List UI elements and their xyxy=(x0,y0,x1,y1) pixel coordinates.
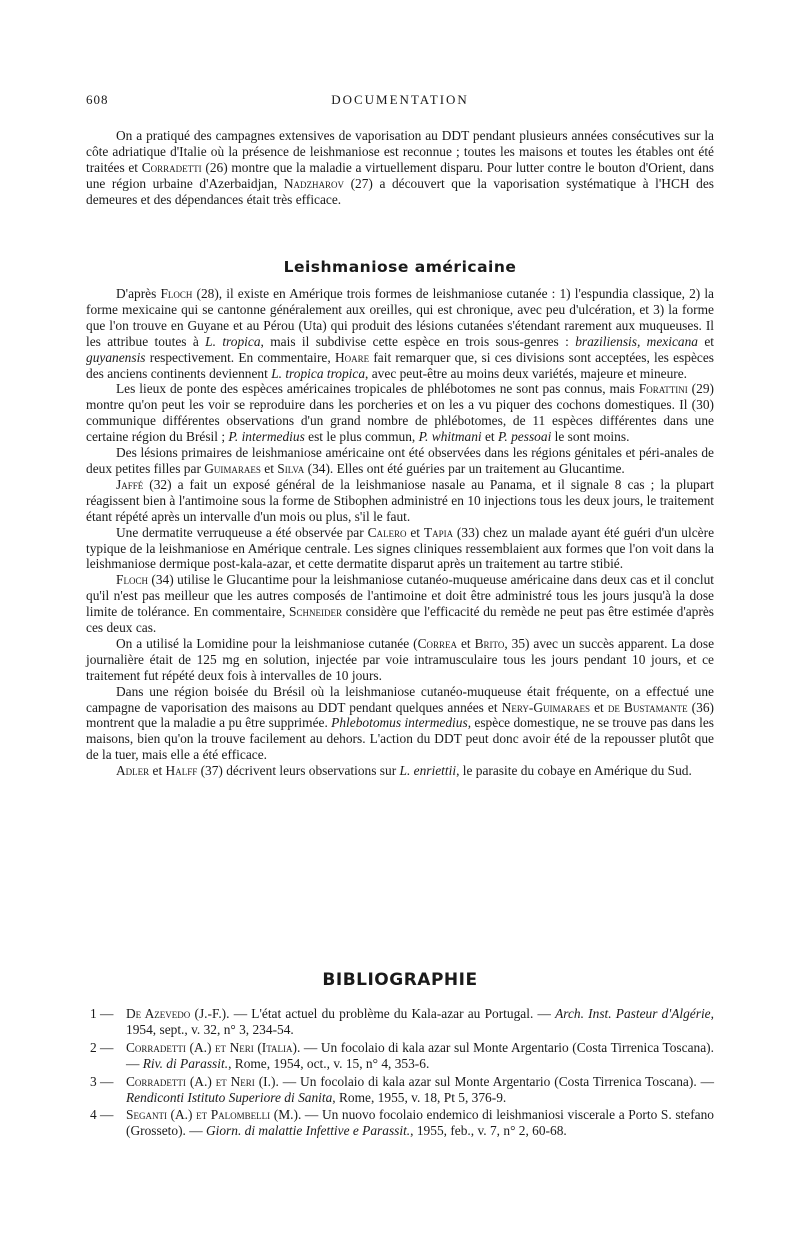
entry-number: 2 — xyxy=(90,1039,114,1055)
paragraph-floch: D'après Floch (28), il existe en Amérique trois formes de leishmaniose cutanée : 1) l'espundia classique, 2) la forme mexicaine qui se cantonne généralement aux oreilles, qui est chronique, avec peu d'ulcération, et 3) la forme que l'on trouve en Guyane et au Pérou (Uta) qui produit des lésions cutanées s'étendant rarement aux muqueuses. Il les attribue toutes à L. tropica, mais il subdivise cette espèce en trois sous-genres : braziliensis, mexicana et guyanensis respectivement. En commentaire, Hoare fait remarquer que, si ces divisions sont acceptées, les espèces des anciens continents deviennent L. tropica tropica, avec peut-être au moins deux variétés, majeure et mineure. xyxy=(86,286,715,381)
entry-author: Corradetti (A.) et Neri (Italia). xyxy=(126,1039,301,1055)
intro-section xyxy=(86,128,714,208)
entry-journal: Riv. di Parassit. xyxy=(142,1055,229,1071)
paragraph-adler-halff: Adler et Halff (37) décrivent leurs observations sur L. enriettii, le parasite du cobaye en Amérique du Sud. xyxy=(116,763,692,779)
intro-paragraph: On a pratiqué des campagnes extensives de vaporisation au DDT pendant plusieurs années consécutives sur la côte adriatique d'Italie où la présence de leishmaniose est reconnue ; toutes les maisons et toutes les étables ont été traitées et Corradetti (26) montre que la maladie a virtuellement disparu. Pour lutter contre le bouton d'Orient, dans une région urbaine d'Azerbaidjan, Nadzharov (27) a découvert que la vaporisation systématique à l'HCH des demeures et des dépendances était très efficace. xyxy=(86,128,714,207)
entry-journal: Arch. Inst. Pasteur d'Algérie xyxy=(555,1006,711,1021)
paragraph-phlebotomes: Les lieux de ponte des espèces américaines tropicales de phlébotomes ne sont pas connus, mais Forattini (29) montre qu'on peut les voir se reproduire dans les porcheries et on les a vu piquer des cochons domestiques. Il (30) communique différentes observations d'un grand nombre de phlébotomes, de 11 espèces différentes dans une certaine région du Brésil ; P. intermedius est le plus commun, P. whitmani et P. pessoai le sont moins. xyxy=(86,381,714,445)
entry-author: Seganti (A.) et Palombelli (M.). xyxy=(126,1107,302,1123)
bibliography-entry: 4 — Seganti (A.) et Palombelli (M.). — Un nuovo focolaio endemico di leishmaniosi viscerale a Porto S. stefano (Grosseto). — Giorn. di malattie Infettive e Parassit., 1955, feb., v. 7, n° 2, 60-68. xyxy=(86,1107,714,1139)
bibliography-list xyxy=(86,1006,714,1141)
entry-number: 3 — xyxy=(90,1073,114,1089)
entry-author: Corradetti (A.) et Neri (I.). xyxy=(126,1073,279,1089)
entry-journal: Giorn. di malattie Infettive e Parassit. xyxy=(205,1123,411,1139)
page-number: 608 xyxy=(86,92,109,107)
entry-number: 1 — xyxy=(90,1006,114,1021)
running-head xyxy=(86,92,714,112)
entry-author: De Azevedo (J.-F.). xyxy=(126,1006,230,1021)
bibliography-entry: 3 — Corradetti (A.) et Neri (I.). — Un focolaio di kala azar sul Monte Argentario (Costa Tirrenica Toscana). — Rendiconti Istituto Superiore di Sanita, Rome, 1955, v. 18, Pt 5, 376-9. xyxy=(86,1074,714,1106)
bibliography-entry: 1 — De Azevedo (J.-F.). — L'état actuel du problème du Kala-azar au Portugal. — Arch. Inst. Pasteur d'Algérie, 1954, sept., v. 32, n° 3, 234-54. xyxy=(86,1006,714,1038)
paragraph-jaffe: Jaffé (32) a fait un exposé général de la leishmaniose nasale au Panama, et il signale 8 cas ; la plupart réagissent bien à l'antimoine sous la forme de Stibophen administré en 10 injections tous les deux jours, le traitement étant répété après un intervalle d'un mois ou plus, s'il le faut. xyxy=(86,476,714,524)
section-heading-bibliographie: BIBLIOGRAPHIE xyxy=(322,970,478,990)
paragraph-lomidine: On a utilisé la Lomidine pour la leishmaniose cutanée (Correa et Brito, 35) avec un succès apparent. La dose journalière était de 125 mg en solution, injectée par voie intramusculaire tous les jours pendant 10 jours, et ce traitement fut répété deux fois à intervalles de 10 jours. xyxy=(86,635,715,683)
running-title: DOCUMENTATION xyxy=(331,92,469,107)
paragraph-ddt-bresil: Dans une région boisée du Brésil où la leishmaniose cutanéo-muqueuse était fréquente, on a effectué une campagne de vaporisation des maisons au DDT pendant quelques années et Nery-Guimaraes et de Bustamante (36) montrent que la maladie a pu être supprimée. Phlebotomus intermedius, espèce domestique, ne se trouve pas dans les maisons, bien qu'on la trouve facilement au dehors. L'action du DDT peut donc avoir été de la repousser plutôt que de la tuer, mais elle a été efficace. xyxy=(86,683,714,763)
section-body xyxy=(86,286,714,779)
bibliography-entry: 2 — Corradetti (A.) et Neri (Italia). — Un focolaio di kala azar sul Monte Argentario (Costa Tirrenica Toscana). — Riv. di Parassit., Rome, 1954, oct., v. 15, n° 4, 353-6. xyxy=(86,1040,714,1072)
paragraph-glucantime: Floch (34) utilise le Glucantime pour la leishmaniose cutanéo-muqueuse américaine dans deux cas et il conclut qu'il n'est pas meilleur que les autres composés de l'antimoine et doit être administré tous les jours jusqu'à la dose limite de tolérance. En commentaire, Schneider considère que l'efficacité du remède ne peut pas être estimée d'après ces deux cas. xyxy=(86,572,714,636)
entry-journal: Rendiconti Istituto Superiore di Sanita xyxy=(126,1089,333,1105)
section-heading-leishmaniose-americaine: Leishmaniose américaine xyxy=(283,258,517,276)
entry-number: 4 — xyxy=(90,1107,114,1123)
paragraph-dermatite: Une dermatite verruqueuse a été observée par Calero et Tapia (33) chez un malade ayant été guéri d'un ulcère typique de la leishmaniose en Amérique centrale. Les signes cliniques ressemblaient aux formes que l'on voit dans la leishmaniose dermique post-kala-azar, et cette dermatite disparut après un traitement au tartre stibié. xyxy=(86,524,715,572)
paragraph-lesions-primaires: Des lésions primaires de leishmaniose américaine ont été observées dans les régions génitales et péri-anales de deux petites filles par Guimaraes et Silva (34). Elles ont été guéries par un traitement au Glucantime. xyxy=(86,445,714,476)
